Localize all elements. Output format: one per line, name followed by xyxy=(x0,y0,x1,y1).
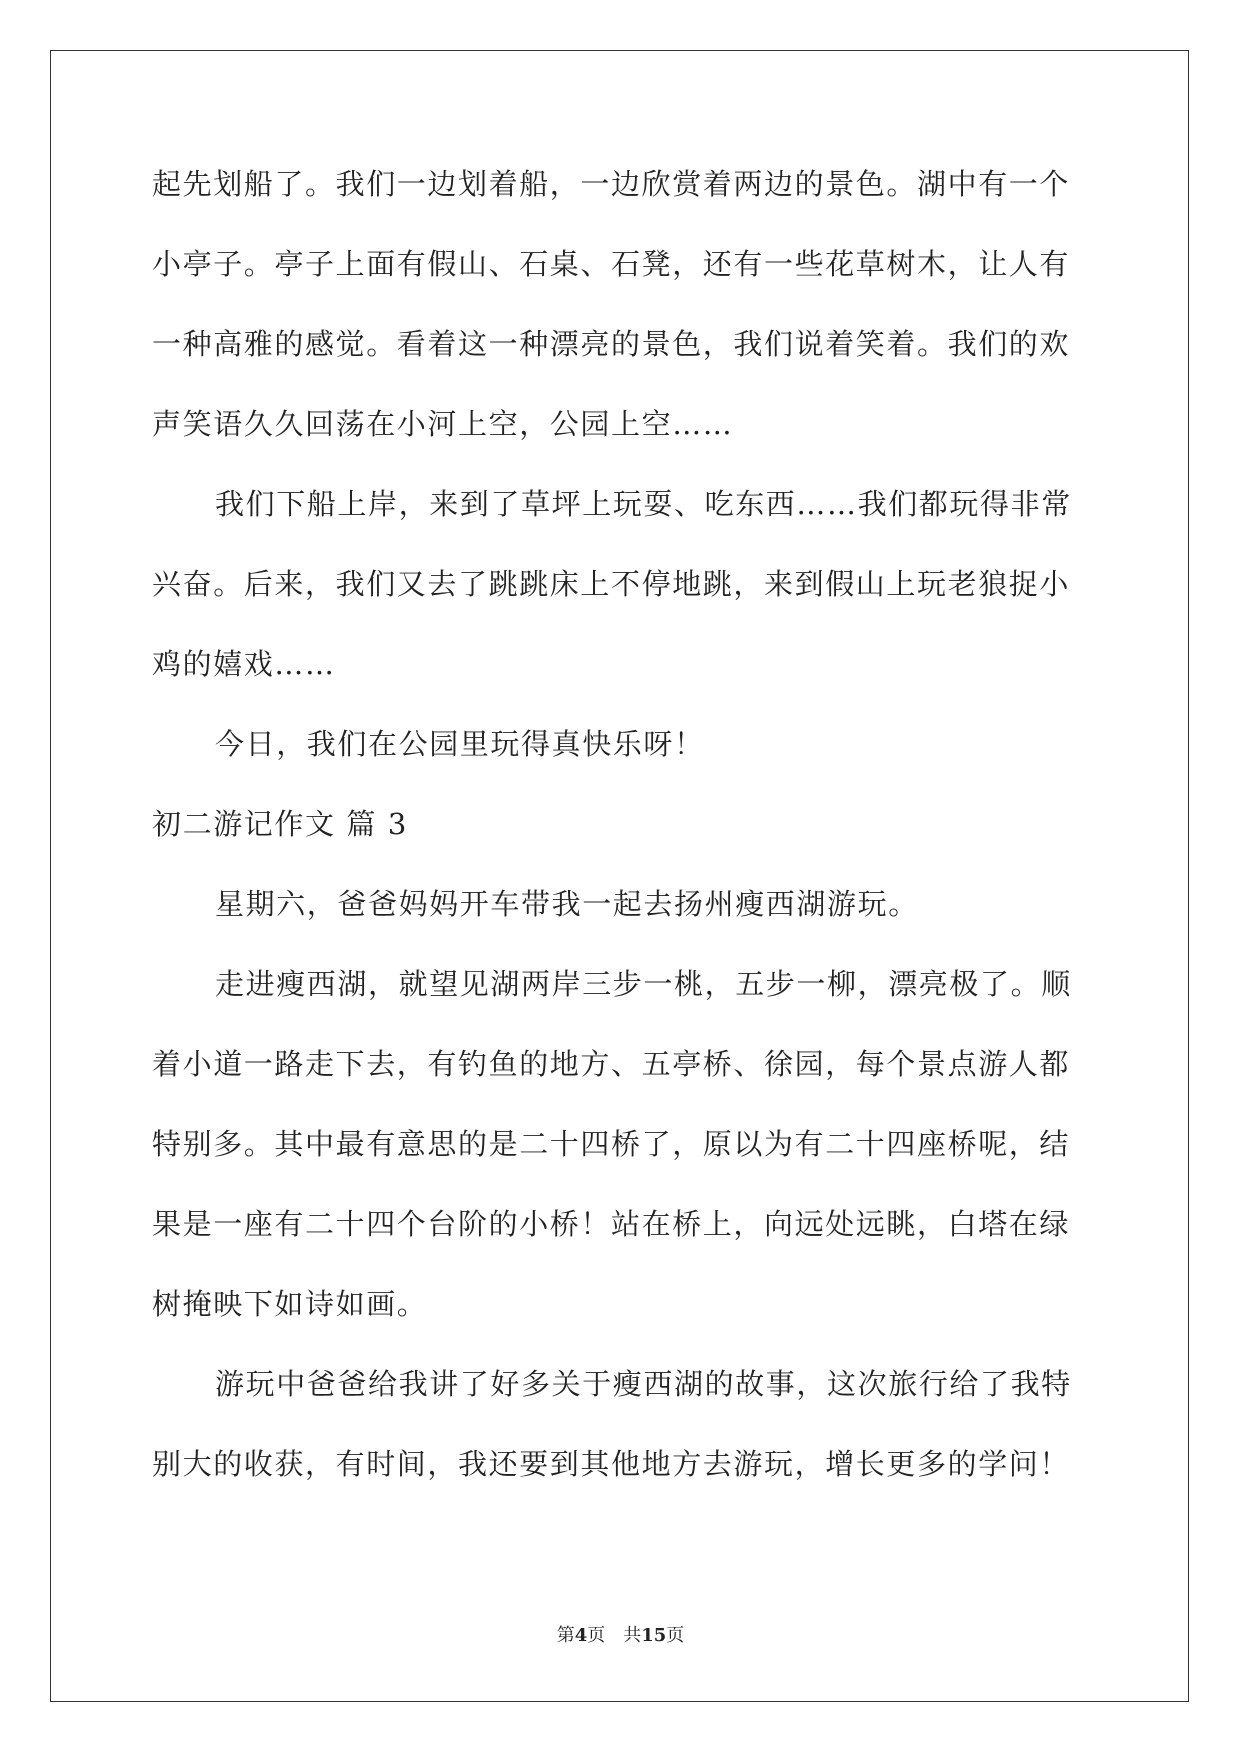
total-pages: 15 xyxy=(641,1625,667,1646)
body-line: 着小道一路走下去，有钓鱼的地方、五亭桥、徐园，每个景点游人都 xyxy=(152,1047,1071,1081)
body-line: 一种高雅的感觉。看着这一种漂亮的景色，我们说着笑着。我们的欢 xyxy=(152,327,1071,361)
body-line: 特别多。其中最有意思的是二十四桥了，原以为有二十四座桥呢，结 xyxy=(152,1127,1071,1161)
paragraph-first-line: 今日，我们在公园里玩得真快乐呀！ xyxy=(215,727,705,761)
body-line: 果是一座有二十四个台阶的小桥！站在桥上，向远处远眺，白塔在绿 xyxy=(152,1207,1071,1241)
paragraph-first-line: 星期六，爸爸妈妈开车带我一起去扬州瘦西湖游玩。 xyxy=(215,887,919,921)
section-heading: 初二游记作文 篇 3 xyxy=(152,807,408,841)
body-line: 小亭子。亭子上面有假山、石桌、石凳，还有一些花草树木，让人有 xyxy=(152,247,1071,281)
paragraph-first-line: 游玩中爸爸给我讲了好多关于瘦西湖的故事，这次旅行给了我特 xyxy=(215,1367,1072,1401)
body-line: 鸡的嬉戏…… xyxy=(152,647,336,681)
body-line: 树掩映下如诗如画。 xyxy=(152,1287,428,1321)
body-line: 声笑语久久回荡在小河上空，公园上空…… xyxy=(152,407,734,441)
paragraph-first-line: 我们下船上岸，来到了草坪上玩耍、吃东西……我们都玩得非常 xyxy=(215,487,1072,521)
total-suffix: 页 xyxy=(666,1625,685,1646)
body-line: 起先划船了。我们一边划着船，一边欣赏着两边的景色。湖中有一个 xyxy=(152,167,1071,201)
page-number: 4 xyxy=(574,1625,588,1646)
page-prefix: 第 xyxy=(556,1625,575,1646)
page-suffix: 页 xyxy=(587,1625,606,1646)
page-footer xyxy=(0,1624,1241,1648)
body-line: 兴奋。后来，我们又去了跳跳床上不停地跳，来到假山上玩老狼捉小 xyxy=(152,567,1071,601)
total-prefix: 共 xyxy=(623,1625,642,1646)
body-line: 别大的收获，有时间，我还要到其他地方去游玩，增长更多的学问！ xyxy=(152,1447,1071,1481)
paragraph-first-line: 走进瘦西湖，就望见湖两岸三步一桃，五步一柳，漂亮极了。顺 xyxy=(215,967,1072,1001)
